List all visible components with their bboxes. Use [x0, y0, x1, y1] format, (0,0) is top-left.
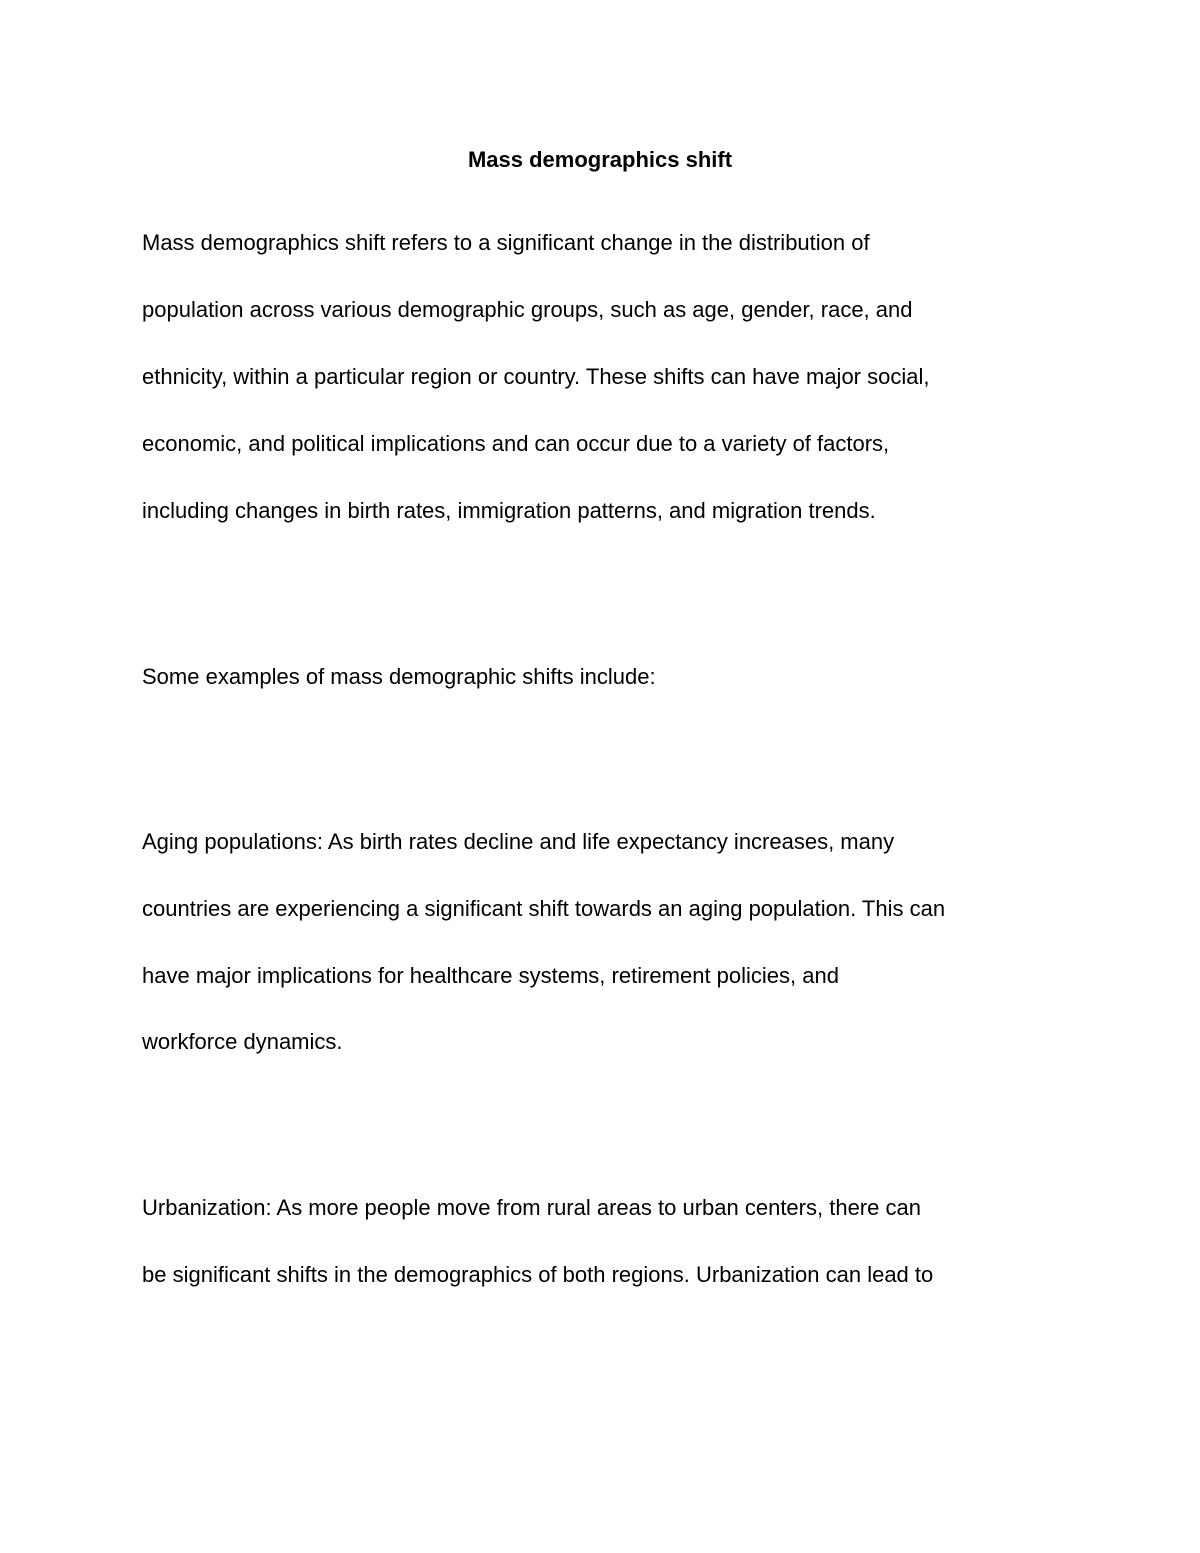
paragraph-3-line-4: workforce dynamics.	[142, 1029, 343, 1054]
paragraph-3-line-3: have major implications for healthcare systems, retirement policies, and	[142, 963, 839, 988]
paragraph-3-line-2: countries are experiencing a significant shift towards an aging population. This can	[142, 896, 946, 921]
paragraph-4-line-1: Urbanization: As more people move from rural areas to urban centers, there can	[142, 1195, 921, 1220]
paragraph-3-line-1: Aging populations: As birth rates decline and life expectancy increases, many	[142, 829, 895, 854]
paragraph-1-line-4: economic, and political implications and can occur due to a variety of factors,	[142, 431, 890, 456]
paragraph-1-line-2: population across various demographic groups, such as age, gender, race, and	[142, 297, 913, 322]
paragraph-2-line-1: Some examples of mass demographic shifts include:	[142, 664, 656, 689]
paragraph-4-line-2: be significant shifts in the demographics of both regions. Urbanization can lead to	[142, 1262, 934, 1287]
paragraph-1-line-3: ethnicity, within a particular region or country. These shifts can have major social,	[142, 364, 930, 389]
paragraph-1-line-1: Mass demographics shift refers to a significant change in the distribution of	[142, 230, 870, 255]
document-title: Mass demographics shift	[467, 147, 733, 172]
paragraph-1-line-5: including changes in birth rates, immigration patterns, and migration trends.	[142, 498, 876, 523]
